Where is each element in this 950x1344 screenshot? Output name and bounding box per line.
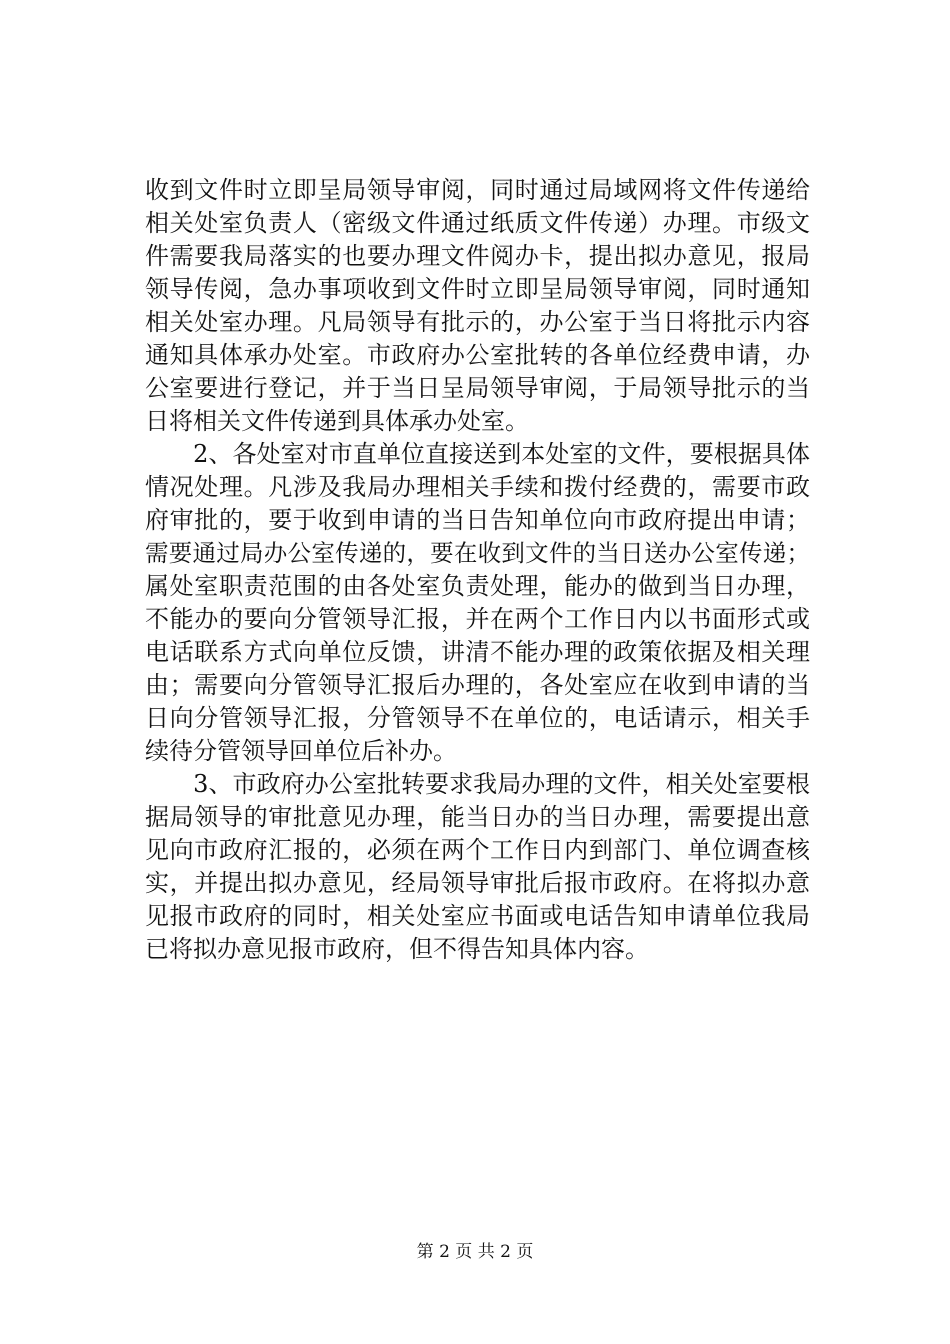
text-line: 不能办的要向分管领导汇报，并在两个工作日内以书面形式或 xyxy=(145,605,810,633)
text-line: 情况处理。凡涉及我局办理相关手续和拨付经费的，需要市政 xyxy=(145,473,810,501)
text-line: 件需要我局落实的也要办理文件阅办卡，提出拟办意见，报局 xyxy=(145,242,810,270)
text-line: 公室要进行登记，并于当日呈局领导审阅，于局领导批示的当 xyxy=(145,374,810,402)
text-line: 日向分管领导汇报，分管领导不在单位的，电话请示，相关手 xyxy=(145,704,810,732)
text-line: 由；需要向分管领导汇报后办理的，各处室应在收到申请的当 xyxy=(145,671,810,699)
text-line: 见向市政府汇报的，必须在两个工作日内到部门、单位调查核 xyxy=(145,836,810,864)
text-line: 属处室职责范围的由各处室负责处理，能办的做到当日办理， xyxy=(145,572,810,600)
text-line: 已将拟办意见报市政府，但不得告知具体内容。 xyxy=(145,935,649,963)
text-line: 见报市政府的同时，相关处室应书面或电话告知申请单位我局 xyxy=(145,902,810,930)
text-line: 2、各处室对市直单位直接送到本处室的文件，要根据具体 xyxy=(145,440,810,468)
text-line: 需要通过局办公室传递的，要在收到文件的当日送办公室传递； xyxy=(145,539,810,567)
text-line: 通知具体承办处室。市政府办公室批转的各单位经费申请，办 xyxy=(145,341,810,369)
text-line: 相关处室办理。凡局领导有批示的，办公室于当日将批示内容 xyxy=(145,308,810,336)
text-line: 电话联系方式向单位反馈，讲清不能办理的政策依据及相关理 xyxy=(145,638,810,666)
document-body xyxy=(145,174,810,966)
text-line: 日将相关文件传递到具体承办处室。 xyxy=(145,407,529,435)
text-line: 据局领导的审批意见办理，能当日办的当日办理，需要提出意 xyxy=(145,803,810,831)
text-line: 续待分管领导回单位后补办。 xyxy=(145,737,457,765)
text-line: 府审批的，要于收到申请的当日告知单位向市政府提出申请； xyxy=(145,506,810,534)
text-line: 实，并提出拟办意见，经局领导审批后报市政府。在将拟办意 xyxy=(145,869,810,897)
text-line: 领导传阅，急办事项收到文件时立即呈局领导审阅，同时通知 xyxy=(145,275,810,303)
text-line: 相关处室负责人（密级文件通过纸质文件传递）办理。市级文 xyxy=(145,209,810,237)
page-number-footer: 第 2 页 共 2 页 xyxy=(416,1242,534,1262)
text-line: 收到文件时立即呈局领导审阅，同时通过局域网将文件传递给 xyxy=(145,176,810,204)
text-line: 3、市政府办公室批转要求我局办理的文件，相关处室要根 xyxy=(145,770,810,798)
